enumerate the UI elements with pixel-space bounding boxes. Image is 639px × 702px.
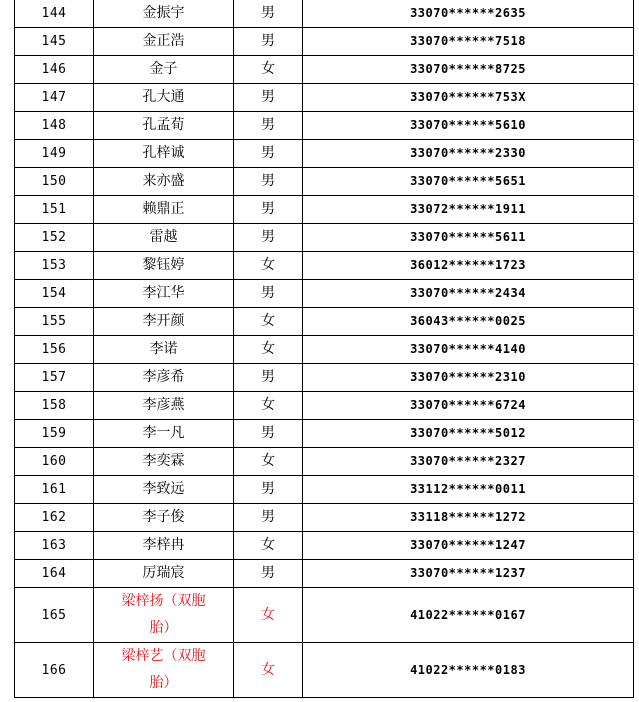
id-number-cell: 33070******4140	[303, 336, 634, 364]
row-number-cell: 160	[15, 448, 94, 476]
id-number-cell: 33070******2434	[303, 280, 634, 308]
student-name-cell: 李江华	[94, 280, 234, 308]
roster-table-body	[15, 0, 634, 698]
student-name-cell: 李彦希	[94, 364, 234, 392]
row-number-cell: 166	[15, 643, 94, 698]
table-row	[15, 252, 634, 280]
row-number-cell: 153	[15, 252, 94, 280]
row-number-cell: 145	[15, 28, 94, 56]
id-number-cell: 33070******2327	[303, 448, 634, 476]
gender-cell: 男	[234, 476, 303, 504]
id-number-cell: 33070******7518	[303, 28, 634, 56]
table-row	[15, 112, 634, 140]
gender-cell: 男	[234, 168, 303, 196]
student-name-cell: 厉瑞宸	[94, 560, 234, 588]
id-number-cell: 33070******2330	[303, 140, 634, 168]
table-row	[15, 364, 634, 392]
student-name-cell: 李子俊	[94, 504, 234, 532]
id-number-cell: 33070******6724	[303, 392, 634, 420]
gender-cell: 男	[234, 28, 303, 56]
gender-cell: 女	[234, 252, 303, 280]
row-number-cell: 150	[15, 168, 94, 196]
table-row	[15, 643, 634, 698]
id-number-cell: 33070******5651	[303, 168, 634, 196]
student-name-cell: 梁梓艺（双胞胎）	[94, 643, 234, 698]
row-number-cell: 165	[15, 588, 94, 643]
row-number-cell: 149	[15, 140, 94, 168]
student-name-cell: 赖鼎正	[94, 196, 234, 224]
gender-cell: 女	[234, 308, 303, 336]
id-number-cell: 33072******1911	[303, 196, 634, 224]
table-row	[15, 392, 634, 420]
student-name-cell: 孔孟荀	[94, 112, 234, 140]
gender-cell: 女	[234, 336, 303, 364]
id-number-cell: 41022******0167	[303, 588, 634, 643]
table-row	[15, 196, 634, 224]
row-number-cell: 146	[15, 56, 94, 84]
gender-cell: 女	[234, 643, 303, 698]
gender-cell: 女	[234, 56, 303, 84]
id-number-cell: 33070******5610	[303, 112, 634, 140]
row-number-cell: 154	[15, 280, 94, 308]
row-number-cell: 163	[15, 532, 94, 560]
id-number-cell: 33070******2635	[303, 0, 634, 28]
table-row	[15, 28, 634, 56]
student-name-cell: 黎钰婷	[94, 252, 234, 280]
row-number-cell: 151	[15, 196, 94, 224]
student-name-cell: 李梓冉	[94, 532, 234, 560]
table-row	[15, 532, 634, 560]
student-name-cell: 李致远	[94, 476, 234, 504]
gender-cell: 男	[234, 140, 303, 168]
table-row	[15, 280, 634, 308]
id-number-cell: 36043******0025	[303, 308, 634, 336]
student-name-cell: 孔大通	[94, 84, 234, 112]
id-number-cell: 33070******5012	[303, 420, 634, 448]
gender-cell: 男	[234, 0, 303, 28]
table-row	[15, 168, 634, 196]
row-number-cell: 164	[15, 560, 94, 588]
table-row	[15, 420, 634, 448]
table-row	[15, 504, 634, 532]
gender-cell: 男	[234, 364, 303, 392]
student-name-cell: 李彦燕	[94, 392, 234, 420]
id-number-cell: 33070******1237	[303, 560, 634, 588]
student-name-cell: 李奕霖	[94, 448, 234, 476]
id-number-cell: 33118******1272	[303, 504, 634, 532]
id-number-cell: 33070******2310	[303, 364, 634, 392]
gender-cell: 男	[234, 196, 303, 224]
id-number-cell: 33112******0011	[303, 476, 634, 504]
row-number-cell: 161	[15, 476, 94, 504]
id-number-cell: 33070******1247	[303, 532, 634, 560]
gender-cell: 男	[234, 504, 303, 532]
gender-cell: 女	[234, 532, 303, 560]
gender-cell: 男	[234, 112, 303, 140]
student-name-cell: 金子	[94, 56, 234, 84]
row-number-cell: 156	[15, 336, 94, 364]
gender-cell: 男	[234, 420, 303, 448]
gender-cell: 男	[234, 224, 303, 252]
table-row	[15, 0, 634, 28]
table-row	[15, 476, 634, 504]
row-number-cell: 158	[15, 392, 94, 420]
id-number-cell: 41022******0183	[303, 643, 634, 698]
student-name-cell: 金正浩	[94, 28, 234, 56]
id-number-cell: 33070******8725	[303, 56, 634, 84]
student-name-cell: 金振宇	[94, 0, 234, 28]
gender-cell: 男	[234, 84, 303, 112]
row-number-cell: 162	[15, 504, 94, 532]
row-number-cell: 147	[15, 84, 94, 112]
table-row	[15, 224, 634, 252]
id-number-cell: 33070******753X	[303, 84, 634, 112]
roster-table	[14, 0, 634, 698]
student-name-cell: 李开颜	[94, 308, 234, 336]
row-number-cell: 155	[15, 308, 94, 336]
student-name-cell: 来亦盛	[94, 168, 234, 196]
table-row	[15, 140, 634, 168]
gender-cell: 女	[234, 392, 303, 420]
table-row	[15, 336, 634, 364]
student-roster-sheet	[14, 0, 633, 698]
table-row	[15, 588, 634, 643]
student-name-cell: 梁梓扬（双胞胎）	[94, 588, 234, 643]
row-number-cell: 152	[15, 224, 94, 252]
student-name-cell: 李一凡	[94, 420, 234, 448]
table-row	[15, 308, 634, 336]
id-number-cell: 33070******5611	[303, 224, 634, 252]
table-row	[15, 560, 634, 588]
gender-cell: 男	[234, 560, 303, 588]
table-row	[15, 448, 634, 476]
gender-cell: 女	[234, 448, 303, 476]
student-name-cell: 孔梓诚	[94, 140, 234, 168]
table-row	[15, 56, 634, 84]
row-number-cell: 148	[15, 112, 94, 140]
student-name-cell: 雷越	[94, 224, 234, 252]
id-number-cell: 36012******1723	[303, 252, 634, 280]
row-number-cell: 144	[15, 0, 94, 28]
row-number-cell: 159	[15, 420, 94, 448]
student-name-cell: 李诺	[94, 336, 234, 364]
gender-cell: 女	[234, 588, 303, 643]
gender-cell: 男	[234, 280, 303, 308]
row-number-cell: 157	[15, 364, 94, 392]
table-row	[15, 84, 634, 112]
